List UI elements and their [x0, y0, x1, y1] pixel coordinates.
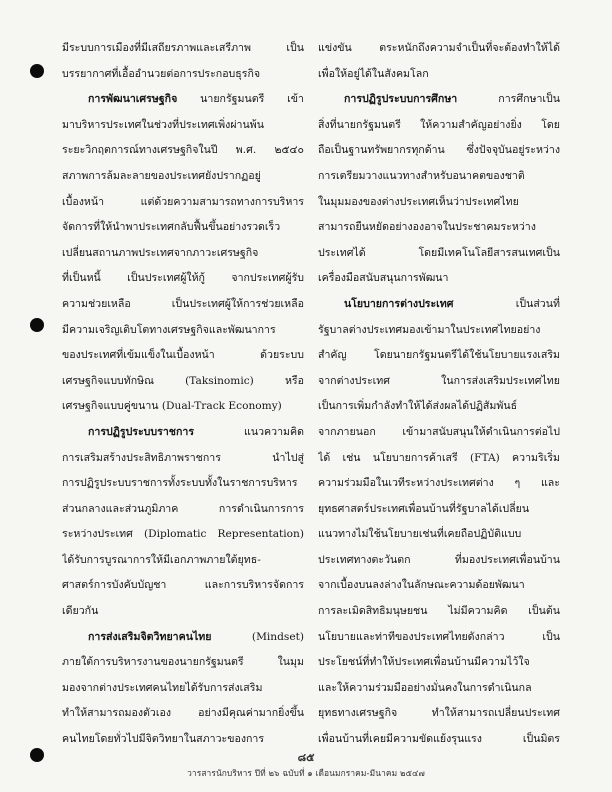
text-line — [62, 471, 304, 497]
text-line — [318, 266, 560, 292]
line-text: จัดการที่ให้นำพาประเทศกลับฟื้นขึ้นอย่างรวดเร็ว — [62, 221, 281, 234]
line-text: เปลี่ยนสถานภาพประเทศจากภาวะเศรษฐกิจ — [62, 246, 259, 259]
line-text: แนวความคิด — [194, 425, 304, 438]
text-line — [318, 318, 560, 344]
text-line — [62, 548, 304, 574]
line-text: ยุทธศาสตร์ประเทศเพื่อนบ้านที่รัฐบาลได้เปลี่ยน — [318, 502, 530, 515]
text-line — [318, 420, 560, 446]
line-text: สภาพการล้มละลายของประเทศยังปรากฏอยู่ — [62, 169, 261, 182]
text-line — [318, 471, 560, 497]
binder-hole — [30, 64, 44, 78]
text-line — [62, 241, 304, 267]
text-line — [318, 292, 560, 318]
text-line — [318, 241, 560, 267]
text-line — [62, 625, 304, 651]
line-text: จากเบื้องบนลงล่างในลักษณะความด้อยพัฒนา — [318, 579, 525, 592]
line-text: ระยะวิกฤตการณ์ทางเศรษฐกิจในปี พ.ศ. ๒๕๔๐ — [62, 144, 304, 157]
text-line — [318, 190, 560, 216]
line-text: บรรยากาศที่เอื้ออำนวยต่อการประกอบธุรกิจ — [62, 67, 261, 80]
line-text: ได้รับการบูรณาการให้มีเอกภาพภายใต้ยุทธ- — [62, 553, 261, 566]
text-line — [62, 138, 304, 164]
line-text: เป็นการเพิ่มกำลังทำให้ได้ส่งผลได้ปฏิสัมพันธ์ — [318, 400, 518, 413]
line-text: เพื่อให้อยู่ได้ในสังคมโลก — [318, 67, 429, 80]
text-line — [62, 701, 304, 727]
left-column — [62, 36, 304, 753]
line-text: คนไทยโดยทั่วไปมีจิตวิทยาในสภาวะของการ — [62, 733, 265, 746]
line-text: เพื่อนบ้านที่เคยมีความขัดแย้งรุนแรง เป็นมิตร — [318, 733, 560, 746]
text-line — [62, 190, 304, 216]
line-text: เป็นส่วนที่ — [453, 297, 560, 310]
section-lead: การปฏิรูประบบการศึกษา — [344, 93, 458, 106]
text-line — [318, 676, 560, 702]
line-text: ประเทศทางตะวันตก ที่มองประเทศเพื่อนบ้าน — [318, 553, 560, 566]
line-text: แข่งขัน ตระหนักถึงความจำเป็นที่จะต้องทำให้ได้ — [318, 42, 560, 54]
line-text: สิ่งที่นายกรัฐมนตรี ให้ความสำคัญอย่างยิ่ง โดย — [318, 118, 560, 131]
running-footer: วารสารนักบริหาร ปีที่ ๒๖ ฉบับที่ ๑ เดือนมกราคม-มีนาคม ๒๕๔๗ — [187, 768, 425, 778]
line-text: เศรษฐกิจแบบคู่ขนาน (Dual-Track Economy) — [62, 400, 282, 413]
text-line — [318, 573, 560, 599]
line-text: การเสริมสร้างประสิทธิภาพราชการ นำไปสู่ — [62, 451, 304, 464]
text-line — [318, 599, 560, 625]
line-text: ระหว่างประเทศ (Diplomatic Representation) — [62, 528, 304, 541]
text-line — [62, 676, 304, 702]
line-text: สามารถยืนหยัดอย่างองอาจในประชาคมระหว่าง — [318, 221, 536, 234]
text-line — [318, 522, 560, 548]
text-line — [318, 548, 560, 574]
text-line — [62, 164, 304, 190]
right-column — [318, 36, 560, 753]
line-text: ถือเป็นฐานทรัพยากรทุกด้าน ซึ่งปัจจุบันอยู่ระหว่าง — [318, 144, 560, 157]
text-line — [318, 446, 560, 472]
line-text: เครื่องมือสนับสนุนการพัฒนา — [318, 272, 449, 285]
text-line — [62, 394, 304, 420]
line-text: ทำให้สามารถมองตัวเอง อย่างมีคุณค่ามากยิ่งขึ้น — [62, 707, 304, 720]
text-line — [318, 36, 560, 62]
line-text: ที่เป็นหนี้ เป็นประเทศผู้ให้กู้ จากประเทศผู้รับ — [62, 272, 304, 285]
line-text: ได้ เช่น นโยบายการค้าเสรี (FTA) ความริเริ่ม — [318, 451, 560, 464]
text-line — [62, 36, 304, 62]
line-text: การปฏิรูประบบราชการทั้งระบบทั้งในราชการบริหาร — [62, 477, 298, 490]
text-line — [318, 138, 560, 164]
line-text: และให้ความร่วมมืออย่างมั่นคงในการดำเนินกล — [318, 681, 532, 694]
line-text: ประเทศได้ โดยมีเทคโนโลยีสารสนเทศเป็น — [318, 246, 560, 259]
page-number: ๘๕ — [297, 751, 315, 764]
text-line — [318, 650, 560, 676]
line-text: ศาสตร์การบังคับบัญชา และการบริหารจัดการ — [62, 579, 304, 592]
text-line — [318, 369, 560, 395]
line-text: ของประเทศที่เข้มแข็งในเบื้องหน้า ด้วยระบบ — [62, 349, 304, 362]
text-line — [62, 420, 304, 446]
text-line — [318, 113, 560, 139]
text-line — [62, 215, 304, 241]
text-line — [62, 113, 304, 139]
text-line — [62, 343, 304, 369]
line-text: รัฐบาลต่างประเทศมองเข้ามาในประเทศไทยอย่าง — [318, 323, 541, 336]
section-lead: การส่งเสริมจิตวิทยาคนไทย — [88, 630, 212, 643]
line-text: การละเมิดสิทธิมนุษยชน ไม่มีความคิด เป็นต้น — [318, 605, 560, 618]
text-line — [62, 292, 304, 318]
text-line — [62, 318, 304, 344]
line-text: ยุทธทางเศรษฐกิจ ทำให้สามารถเปลี่ยนประเทศ — [318, 707, 560, 720]
line-text: เศรษฐกิจแบบทักษิณ (Taksinomic) หรือ — [62, 374, 304, 387]
line-text: ในมุมมองของต่างประเทศเห็นว่าประเทศไทย — [318, 195, 519, 208]
binder-hole — [30, 318, 44, 332]
text-line — [62, 87, 304, 113]
line-text: (Mindset) — [211, 630, 304, 643]
text-line — [318, 62, 560, 88]
line-text: จากต่างประเทศ ในการส่งเสริมประเทศไทย — [318, 374, 560, 387]
line-text: แนวทางไม่ใช้นโยบายเช่นที่เคยถือปฏิบัติแบบ — [318, 528, 522, 541]
line-text: ความร่วมมือในเวทีระหว่างประเทศต่าง ๆ และ — [318, 477, 560, 490]
line-text: การเตรียมวางแนวทางสำหรับอนาคตของชาติ — [318, 169, 525, 182]
line-text: ประโยชน์ที่ทำให้ประเทศเพื่อนบ้านมีความไว้ใจ — [318, 656, 530, 669]
line-text: การศึกษาเป็น — [457, 93, 560, 106]
line-text: เดียวกัน — [62, 605, 99, 618]
text-line — [62, 369, 304, 395]
section-lead: นโยบายการต่างประเทศ — [344, 297, 454, 310]
section-lead: การพัฒนาเศรษฐกิจ — [88, 93, 178, 106]
text-line — [62, 650, 304, 676]
text-line — [318, 497, 560, 523]
line-text: มาบริหารประเทศในช่วงที่ประเทศเพิ่งผ่านพ้น — [62, 118, 264, 131]
text-line — [62, 599, 304, 625]
text-line — [318, 394, 560, 420]
line-text: สำคัญ โดยนายกรัฐมนตรีได้ใช้นโยบายแรงเสริม — [318, 349, 560, 362]
text-line — [318, 625, 560, 651]
text-line — [62, 573, 304, 599]
text-line — [318, 164, 560, 190]
line-text: นายกรัฐมนตรี เข้า — [177, 93, 304, 106]
line-text: ส่วนกลางและส่วนภูมิภาค การดำเนินการการ — [62, 502, 304, 515]
text-line — [62, 62, 304, 88]
text-line — [318, 701, 560, 727]
line-text: นโยบายและท่าทีของประเทศไทยดังกล่าว เป็น — [318, 630, 560, 643]
line-text: จากภายนอก เข้ามาสนับสนุนให้ดำเนินการต่อไป — [318, 425, 560, 438]
line-text: เบื้องหน้า แต่ด้วยความสามารถทางการบริหาร — [62, 195, 304, 208]
text-line — [318, 87, 560, 113]
text-line — [62, 497, 304, 523]
text-line — [62, 446, 304, 472]
line-text: มีระบบการเมืองที่มีเสถียรภาพและเสรีภาพ เป็น — [62, 42, 304, 54]
line-text: มีความเจริญเติบโตทางเศรษฐกิจและพัฒนาการ — [62, 323, 276, 336]
line-text: ภายใต้การบริหารงานของนายกรัฐมนตรี ในมุม — [62, 656, 304, 669]
text-line — [318, 215, 560, 241]
text-line — [62, 522, 304, 548]
text-line — [318, 343, 560, 369]
section-lead: การปฏิรูประบบราชการ — [88, 425, 195, 438]
text-line — [62, 266, 304, 292]
line-text: ความช่วยเหลือ เป็นประเทศผู้ให้การช่วยเหลือ — [62, 297, 304, 310]
line-text: มองจากต่างประเทศคนไทยได้รับการส่งเสริม — [62, 681, 263, 694]
